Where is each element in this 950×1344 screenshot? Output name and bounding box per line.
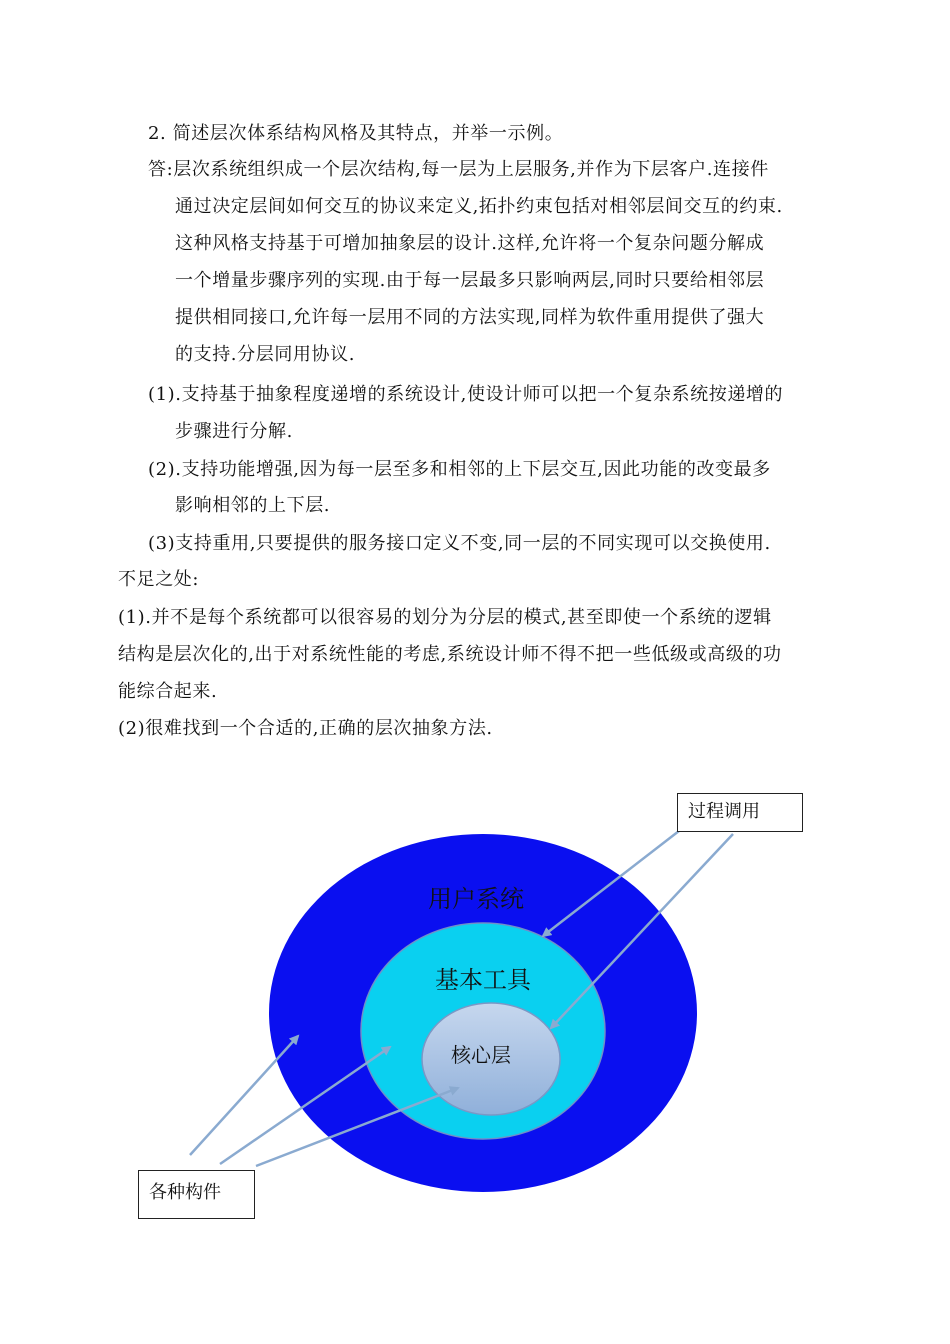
answer-line-6: 的支持.分层同用协议. — [175, 344, 356, 365]
components-box: 各种构件 — [138, 1170, 255, 1219]
answer-line-3: 这种风格支持基于可增加抽象层的设计.这样,允许将一个复杂问题分解成 — [175, 233, 765, 254]
question-title: 2. 简述层次体系结构风格及其特点，并举一示例。 — [148, 123, 564, 144]
weakness-1-line-2: 结构是层次化的,出于对系统性能的考虑,系统设计师不得不把一些低级或高级的功 — [118, 644, 782, 665]
answer-line-1: 答:层次系统组织成一个层次结构,每一层为上层服务,并作为下层客户.连接件 — [148, 159, 769, 180]
point-2-line-2: 影响相邻的上下层. — [175, 495, 331, 516]
outer-layer-label: 用户系统 — [428, 885, 524, 913]
weakness-1-line-3: 能综合起来. — [118, 681, 218, 702]
arrow-component-to-outer — [190, 1036, 298, 1155]
weakness-2: (2)很难找到一个合适的,正确的层次抽象方法. — [118, 718, 493, 739]
answer-line-5: 提供相同接口,允许每一层用不同的方法实现,同样为软件重用提供了强大 — [175, 307, 765, 328]
weakness-heading: 不足之处: — [118, 569, 200, 590]
point-2-line-1: (2).支持功能增强,因为每一层至多和相邻的上下层交互,因此功能的改变最多 — [148, 459, 771, 480]
point-1-line-2: 步骤进行分解. — [175, 421, 293, 442]
core-layer-label: 核心层 — [451, 1043, 511, 1067]
layered-architecture-diagram — [0, 760, 950, 1260]
middle-layer-label: 基本工具 — [435, 966, 531, 994]
answer-line-4: 一个增量步骤序列的实现.由于每一层最多只影响两层,同时只要给相邻层 — [175, 270, 765, 291]
procedure-call-box: 过程调用 — [677, 793, 803, 832]
point-3: (3)支持重用,只要提供的服务接口定义不变,同一层的不同实现可以交换使用. — [148, 533, 771, 554]
weakness-1-line-1: (1).并不是每个系统都可以很容易的划分为分层的模式,甚至即使一个系统的逻辑 — [118, 607, 772, 628]
point-1-line-1: (1).支持基于抽象程度递增的系统设计,使设计师可以把一个复杂系统按递增的 — [148, 384, 784, 405]
answer-line-2: 通过决定层间如何交互的协议来定义,拓扑约束包括对相邻层间交互的约束. — [175, 196, 783, 217]
